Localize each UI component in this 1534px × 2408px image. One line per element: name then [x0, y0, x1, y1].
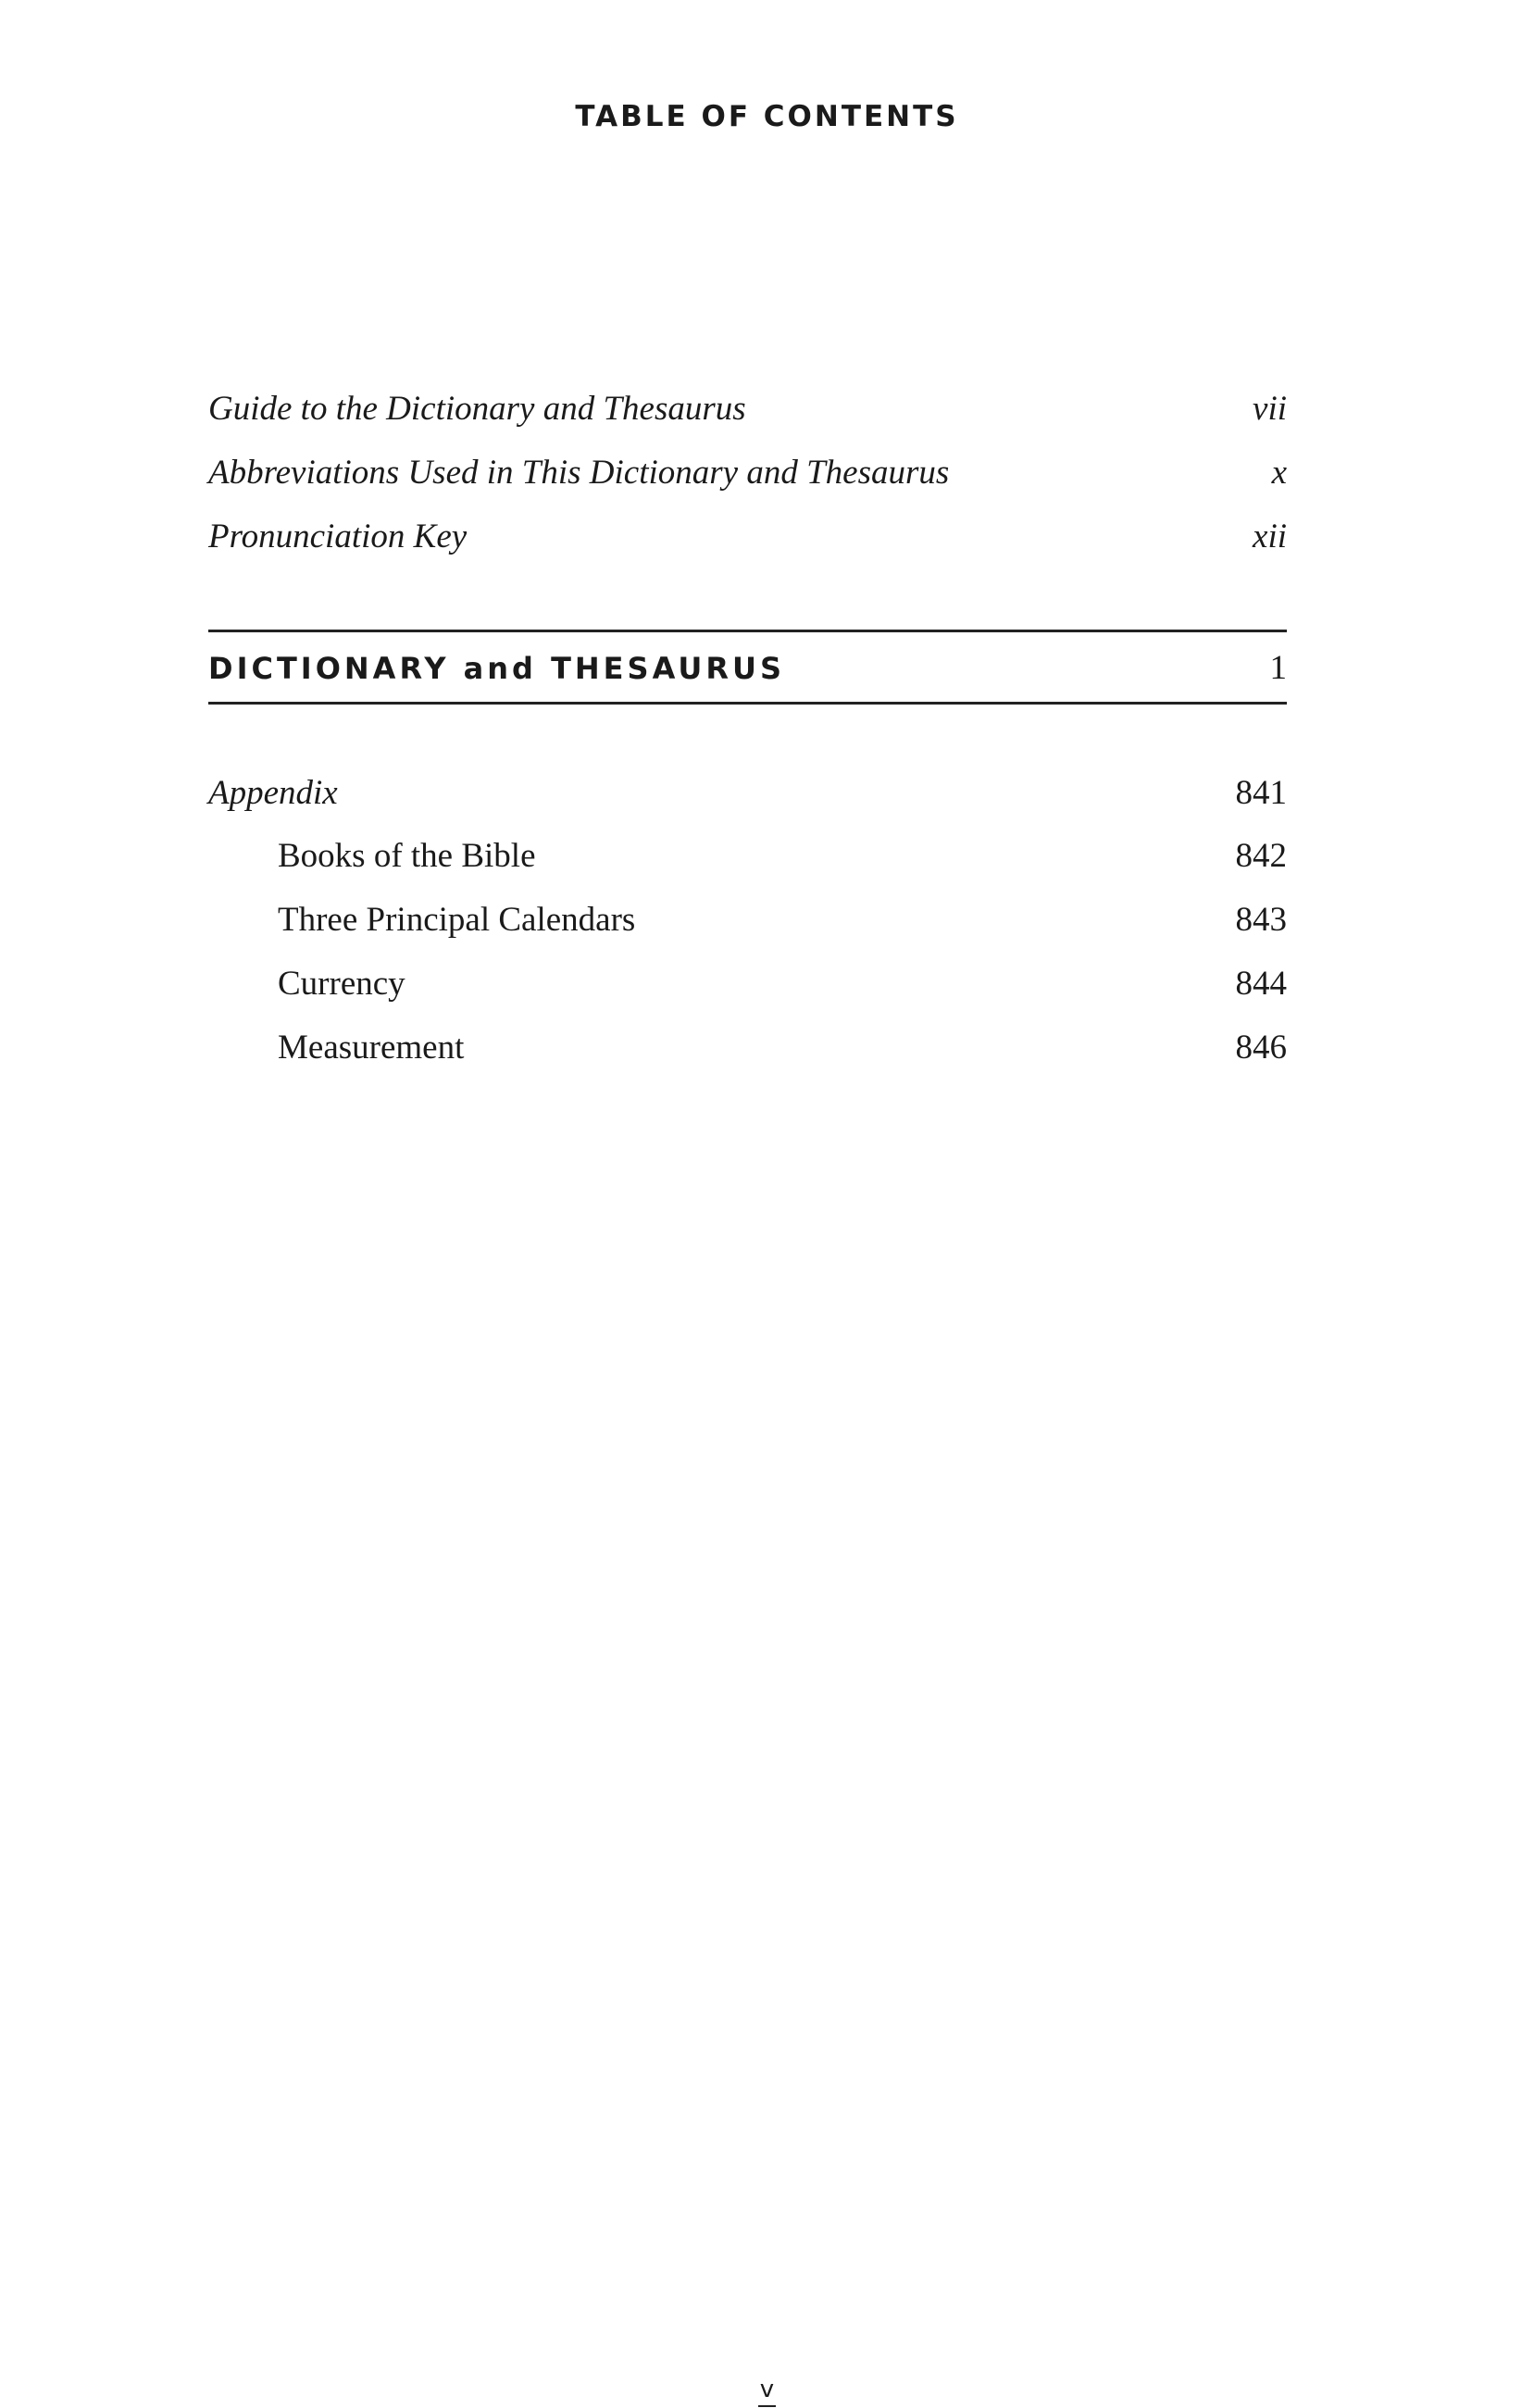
toc-entry-measurement[interactable] — [208, 1028, 1287, 1067]
toc-entry-page: 841 — [1235, 774, 1287, 812]
toc-entry-books-of-bible[interactable] — [208, 836, 1287, 876]
toc-entry-abbreviations[interactable] — [208, 453, 1287, 493]
page-title: TABLE OF CONTENTS — [575, 100, 959, 133]
toc-entry-pronunciation[interactable] — [208, 517, 1287, 556]
page-number — [0, 2376, 1534, 2407]
toc-entry-page: 842 — [1235, 837, 1287, 875]
toc-entry-page: vii — [1253, 390, 1287, 428]
toc-entry-label: Abbreviations Used in This Dictionary and Thesaurus — [208, 454, 950, 492]
toc-entry-label: Appendix — [208, 774, 338, 812]
toc-entry-label: Currency — [278, 965, 405, 1003]
page-number-text: v — [758, 2377, 776, 2407]
toc-entry-label: Pronunciation Key — [208, 518, 468, 555]
section-rule-top — [208, 630, 1287, 632]
toc-entry-calendars[interactable] — [208, 900, 1287, 940]
toc-entry-page: 844 — [1235, 965, 1287, 1003]
toc-entry-label: Measurement — [278, 1029, 465, 1067]
toc-entry-page: 846 — [1235, 1029, 1287, 1067]
toc-entry-appendix[interactable] — [208, 773, 1287, 813]
section-rule-bottom — [208, 702, 1287, 705]
toc-entry-label: Guide to the Dictionary and Thesaurus — [208, 390, 746, 428]
toc-entry-label: Three Principal Calendars — [278, 901, 636, 939]
toc-entry-label: Books of the Bible — [278, 837, 536, 875]
toc-entry-page: 843 — [1235, 901, 1287, 939]
toc-entry-page: xii — [1253, 518, 1287, 555]
toc-entry-guide[interactable] — [208, 389, 1287, 429]
section-page: 1 — [1269, 649, 1287, 687]
toc-entry-main-section[interactable] — [208, 648, 1287, 688]
toc-entry-currency[interactable] — [208, 964, 1287, 1004]
section-label: DICTIONARY and THESAURUS — [208, 651, 786, 686]
toc-entry-page: x — [1271, 454, 1287, 492]
